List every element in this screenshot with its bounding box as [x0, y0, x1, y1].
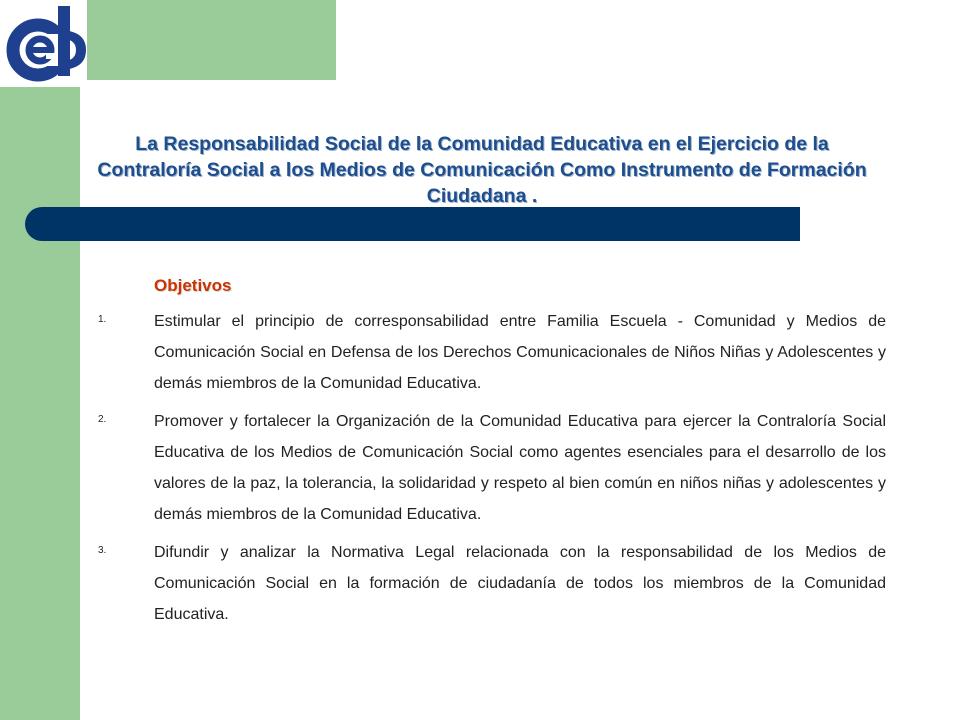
- objective-text: Difundir y analizar la Normativa Legal relacionada con la responsabilidad de los Medios de Comunicación Social en la formación de ciudadanía de todos los miembros de la Comunidad Educativa.: [154, 544, 886, 623]
- slide-title: La Responsabilidad Social de la Comunidad Educativa en el Ejercicio de la Contraloría Social a los Medios de Comunicación Como Instrumento de Formación Ciudadana .: [97, 133, 867, 207]
- objective-item: [98, 306, 886, 399]
- objective-number: 2.: [98, 414, 107, 425]
- objectives-heading: Objetivos: [154, 276, 232, 295]
- objectives-list: [98, 306, 886, 637]
- objective-text: Estimular el principio de corresponsabilidad entre Familia Escuela - Comunidad y Medios de Comunicación Social en Defensa de los Derechos Comunicacionales de Niños Niñas y Adolescentes y demás miembros de la Comunidad Educativa.: [154, 313, 886, 392]
- objective-text: Promover y fortalecer la Organización de la Comunidad Educativa para ejercer la Contraloría Social Educativa de los Medios de Comunicación Social como agentes esenciales para el desarrollo de los valores de la paz, la tolerancia, la solidaridad y respeto al bien común en niños niñas y adolescentes y demás miembros de la Comunidad Educativa.: [154, 413, 886, 523]
- objective-number: 1.: [98, 314, 107, 325]
- title-divider-bar: [25, 207, 800, 241]
- left-accent-bar: [0, 0, 80, 720]
- cd-logo-icon: [0, 0, 87, 87]
- objective-number: 3.: [98, 545, 107, 556]
- objective-item: [98, 537, 886, 630]
- objective-item: [98, 406, 886, 530]
